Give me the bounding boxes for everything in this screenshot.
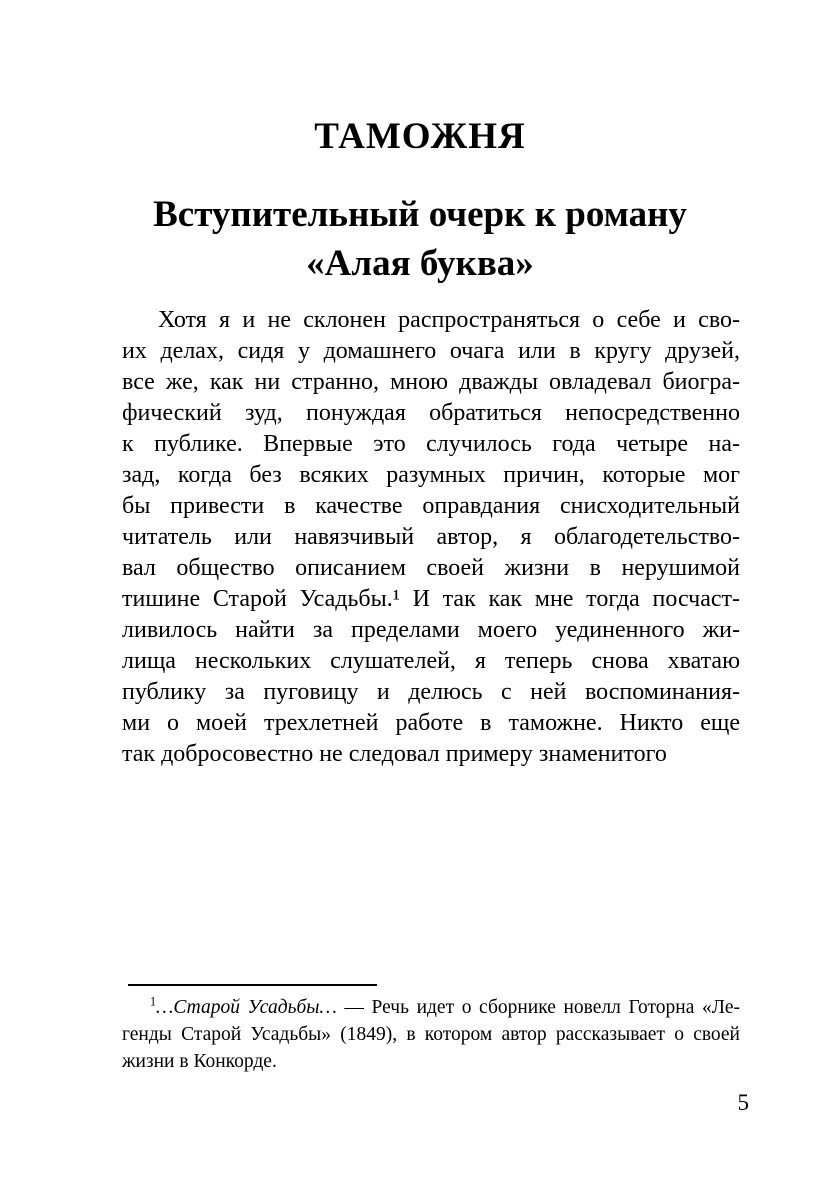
footnote-divider: [128, 984, 377, 986]
chapter-title: ТАМОЖНЯ: [314, 116, 526, 157]
paragraph-line: вал общество описанием своей жизни в нерушимой: [122, 555, 740, 581]
footnote-line: [122, 994, 740, 1021]
footnote-text: — Речь идет о сборнике новелл Готорна «Ле-: [336, 997, 740, 1018]
paragraph-line: к публике. Впервые это случилось года четыре на-: [122, 431, 740, 457]
footnote-marker: 1: [150, 994, 157, 1009]
chapter-subtitle-line2: «Алая буква»: [306, 243, 534, 284]
footnote: [122, 994, 740, 1075]
paragraph-line: так добросовестно не следовал примеру знаменитого: [122, 741, 667, 767]
paragraph-line: все же, как ни странно, мною дважды овладевал биогра-: [122, 369, 740, 395]
paragraph-line: лища нескольких слушателей, я теперь снова хватаю: [122, 648, 740, 674]
paragraph-line: бы привести в качестве оправдания снисходительный: [122, 493, 740, 519]
paragraph-line: читатель или навязчивый автор, я облагодетельство-: [122, 524, 740, 550]
chapter-subtitle: [0, 190, 840, 288]
paragraph-line: тишине Старой Усадьбы.¹ И так как мне тогда посчаст-: [122, 586, 740, 612]
footnote-line: генды Старой Усадьбы» (1849), в котором автор рассказывает о своей: [122, 1024, 740, 1045]
paragraph-line: зад, когда без всяких разумных причин, которые мог: [122, 462, 740, 488]
paragraph-line: их делах, сидя у домашнего очага или в кругу друзей,: [122, 338, 740, 364]
chapter-subtitle-line1: Вступительный очерк к роману: [153, 194, 687, 235]
page-number: 5: [737, 1090, 749, 1115]
paragraph-line: ми о моей трехлетней работе в таможне. Никто еще: [122, 710, 740, 736]
paragraph-line: фический зуд, понуждая обратиться непосредственно: [122, 400, 740, 426]
footnote-line: жизни в Конкорде.: [122, 1051, 277, 1072]
paragraph-line: ливилось найти за пределами моего уединенного жи-: [122, 617, 740, 643]
paragraph-line: Хотя я и не склонен распространяться о себе и сво-: [158, 307, 740, 333]
footnote-cited-phrase: …Старой Усадьбы…: [156, 997, 337, 1018]
paragraph: [122, 305, 740, 770]
paragraph-line: публику за пуговицу и делюсь с ней воспоминания-: [122, 679, 740, 705]
